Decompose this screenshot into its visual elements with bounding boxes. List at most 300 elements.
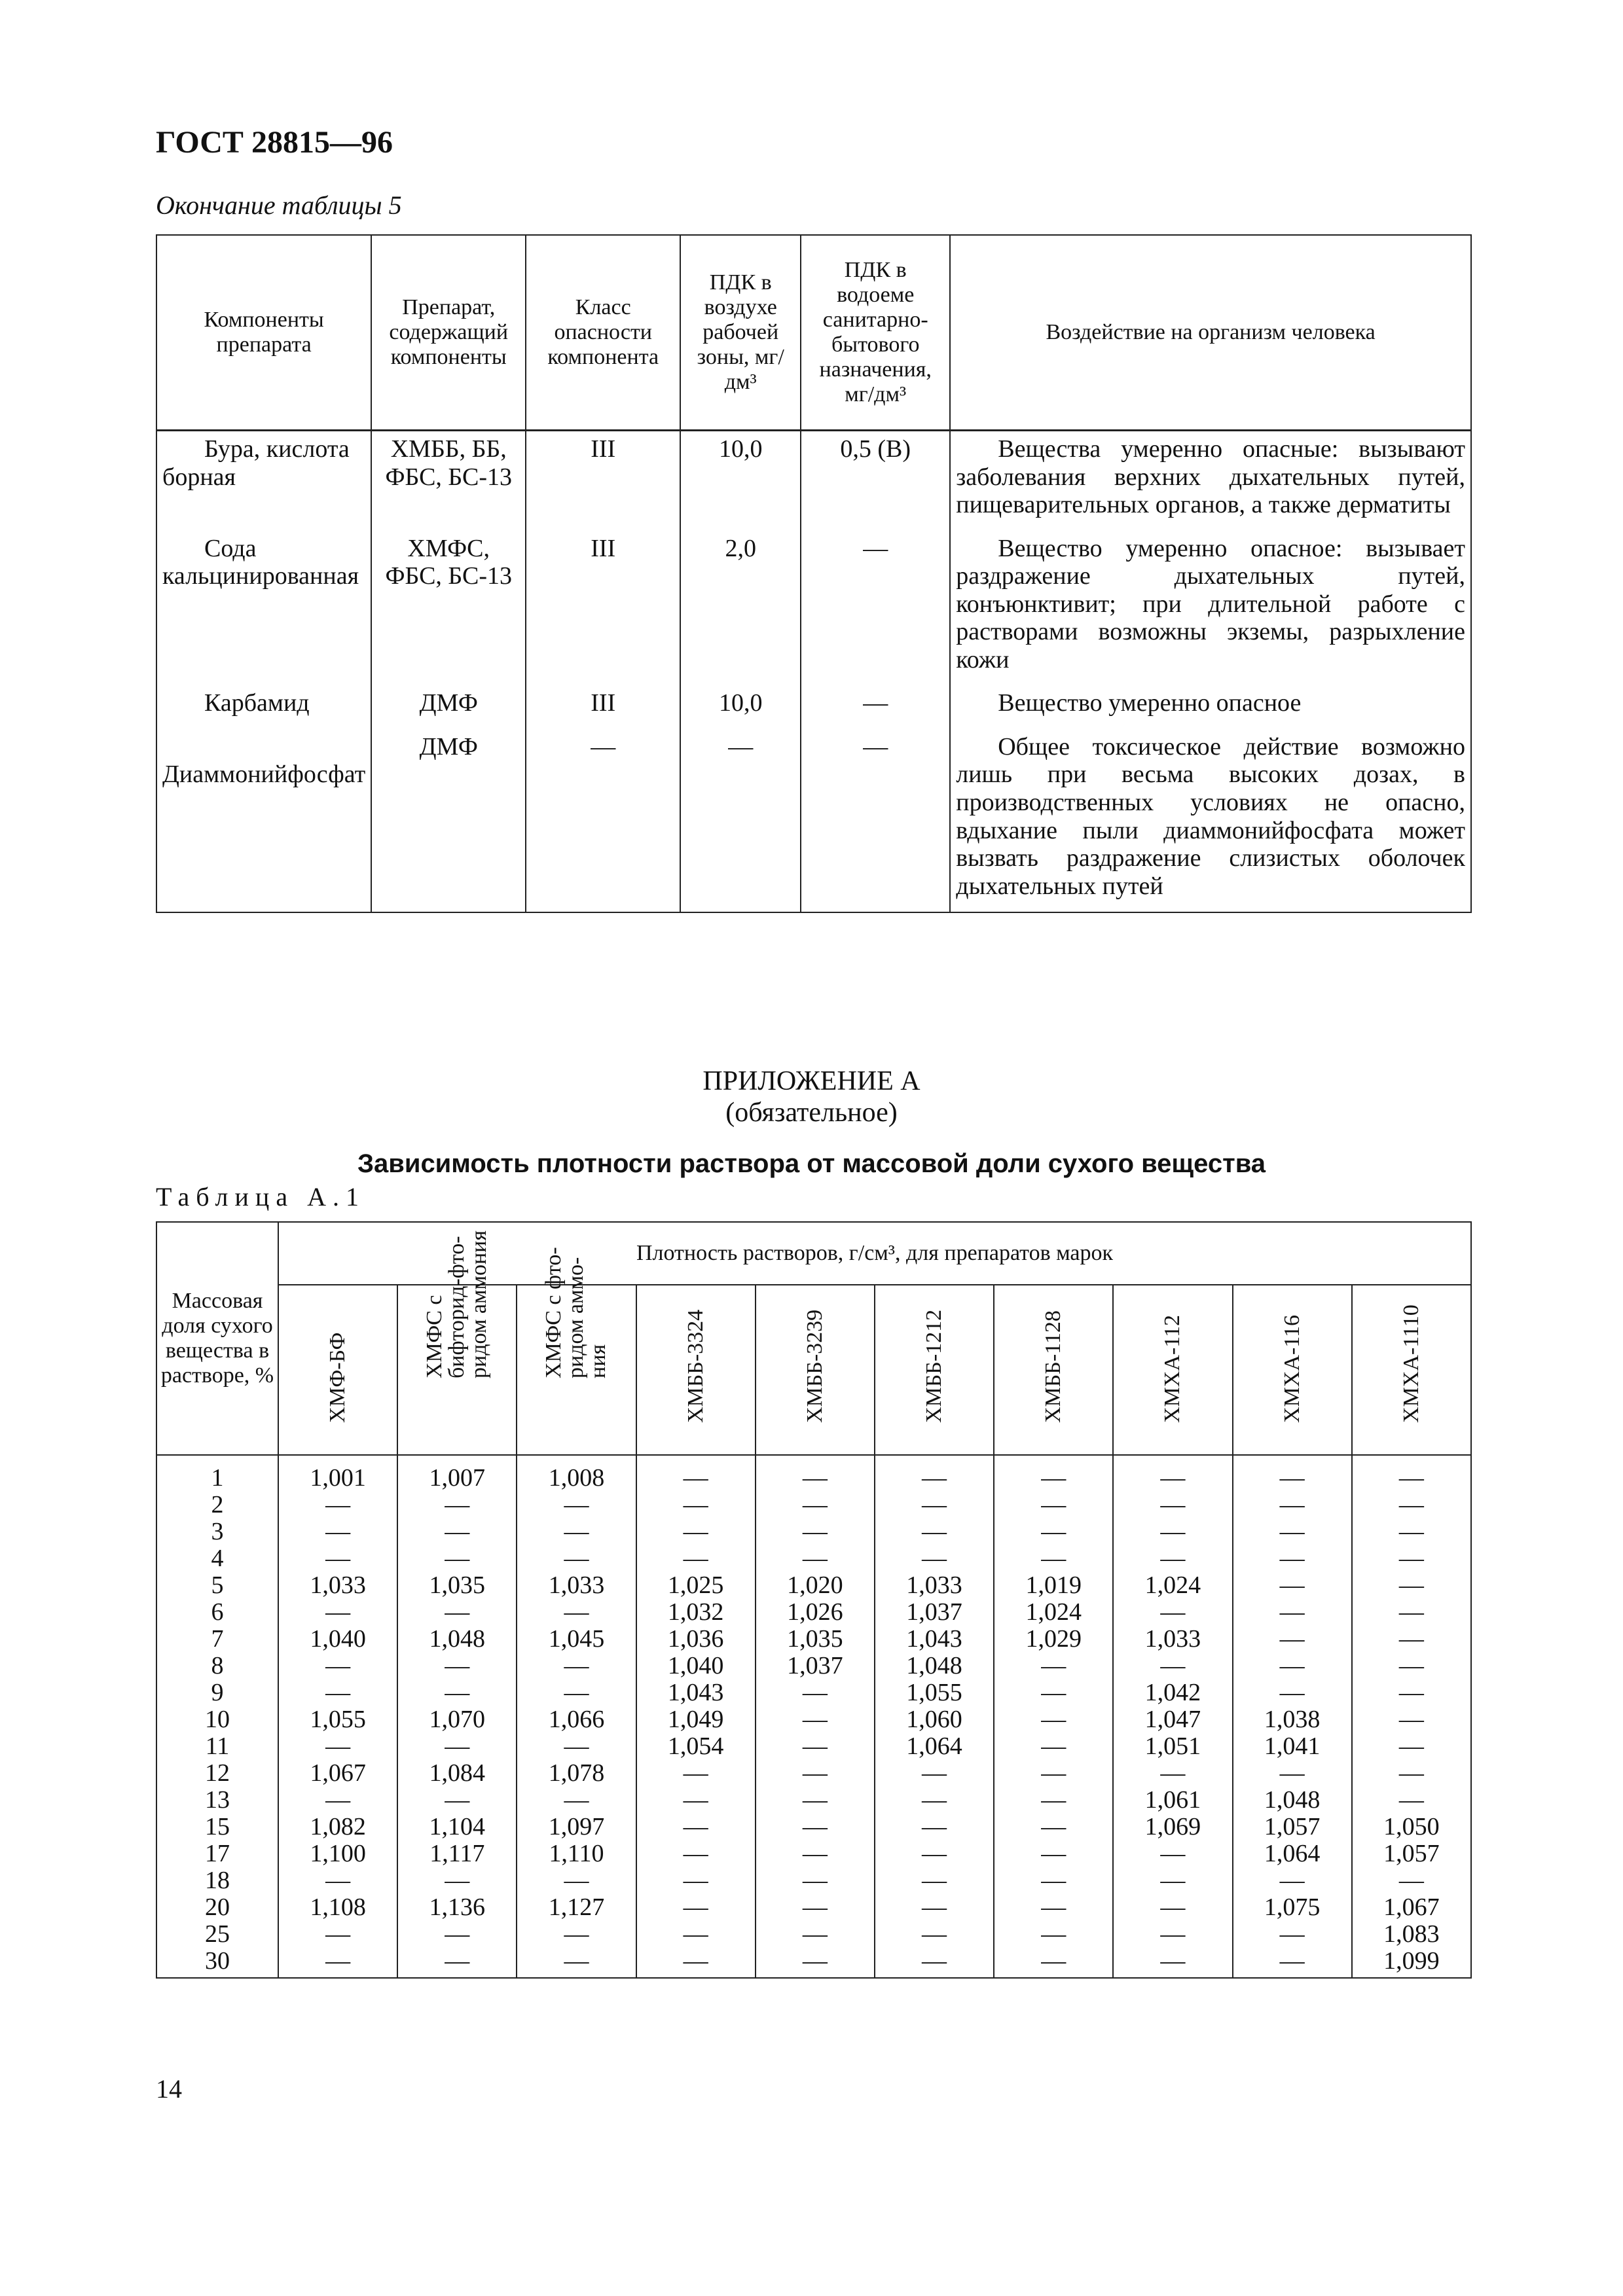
- density-cell: —: [517, 1921, 636, 1948]
- density-cell: —: [278, 1545, 397, 1572]
- hazard-table: [156, 234, 1472, 913]
- density-cell: —: [1113, 1948, 1232, 1978]
- density-cell: —: [756, 1867, 875, 1894]
- density-cell: —: [1352, 1545, 1471, 1572]
- mass-header: Массовая доля сухого вещества в растворе, %: [156, 1222, 278, 1455]
- density-cell: 1,037: [756, 1653, 875, 1679]
- density-cell: —: [756, 1679, 875, 1706]
- density-cell: 1,033: [875, 1572, 994, 1599]
- pdk-air-text: —: [728, 732, 754, 761]
- column-header: [278, 1285, 397, 1455]
- component-text: Сода кальцинированная: [162, 534, 359, 590]
- density-cell: 1,043: [636, 1679, 756, 1706]
- column-header-text: ХМББ-3324: [683, 1309, 708, 1423]
- effect-text: Вещества умеренно опасные: вызывают заболевания верхних дыхательных путей, пищеварительных органов, а также дерматиты: [956, 435, 1465, 519]
- density-cell: —: [278, 1679, 397, 1706]
- table-row: [156, 1599, 1471, 1626]
- density-cell: —: [1113, 1921, 1232, 1948]
- density-cell: —: [756, 1894, 875, 1921]
- density-cell: 1,083: [1352, 1921, 1471, 1948]
- density-cell: 1,097: [517, 1814, 636, 1840]
- density-cell: 1,001: [278, 1455, 397, 1492]
- component-cell: [156, 685, 371, 729]
- pdk-air-cell: [680, 685, 801, 729]
- density-cell: —: [1352, 1492, 1471, 1518]
- column-header-text: ХМХА-112: [1160, 1315, 1185, 1423]
- density-cell: —: [1233, 1455, 1352, 1492]
- mass-fraction-cell: 10: [156, 1706, 278, 1733]
- density-cell: —: [1352, 1599, 1471, 1626]
- density-cell: 1,064: [875, 1733, 994, 1760]
- appendix-subtitle: (обязательное): [725, 1098, 898, 1128]
- density-cell: —: [756, 1787, 875, 1814]
- pdk-water-text: 0,5 (В): [840, 435, 911, 463]
- column-header: [1233, 1285, 1352, 1455]
- table-row: [156, 1626, 1471, 1653]
- table-row: [156, 1948, 1471, 1978]
- density-cell: —: [875, 1518, 994, 1545]
- density-cell: 1,066: [517, 1706, 636, 1733]
- mass-fraction-cell: 8: [156, 1653, 278, 1679]
- column-header-text: ХМББ-1212: [922, 1309, 947, 1423]
- appendix-heading: Зависимость плотности раствора от массовой доли сухого вещества: [357, 1149, 1266, 1178]
- table-row: [156, 1545, 1471, 1572]
- density-cell: 1,060: [875, 1706, 994, 1733]
- mass-fraction-cell: 1: [156, 1455, 278, 1492]
- density-cell: —: [1113, 1599, 1232, 1626]
- column-header-text: ХМББ-3239: [802, 1309, 827, 1423]
- density-cell: 1,043: [875, 1626, 994, 1653]
- pdk-air-cell: [680, 531, 801, 686]
- effect-cell: [950, 431, 1471, 531]
- density-cell: —: [875, 1894, 994, 1921]
- density-cell: 1,057: [1233, 1814, 1352, 1840]
- density-cell: 1,051: [1113, 1733, 1232, 1760]
- column-header: [517, 1247, 636, 1455]
- density-cell: 1,055: [278, 1706, 397, 1733]
- density-cell: —: [1233, 1948, 1352, 1978]
- density-cell: 1,024: [1113, 1572, 1232, 1599]
- density-cell: —: [994, 1787, 1113, 1814]
- density-cell: —: [994, 1894, 1113, 1921]
- density-cell: 1,049: [636, 1706, 756, 1733]
- density-cell: —: [875, 1840, 994, 1867]
- density-cell: 1,047: [1113, 1706, 1232, 1733]
- mass-fraction-cell: 25: [156, 1921, 278, 1948]
- pdk-water-text: —: [863, 534, 888, 562]
- table-row: [156, 1455, 1471, 1492]
- density-cell: 1,035: [397, 1572, 517, 1599]
- table-row: [156, 685, 1471, 729]
- pdk-water-cell: [801, 531, 950, 686]
- component-cell: [156, 729, 371, 912]
- component-cell: [156, 431, 371, 531]
- density-cell: —: [994, 1706, 1113, 1733]
- density-cell: —: [1113, 1840, 1232, 1867]
- density-cell: —: [397, 1733, 517, 1760]
- density-cell: —: [278, 1733, 397, 1760]
- density-cell: —: [1113, 1867, 1232, 1894]
- table-row: [156, 1733, 1471, 1760]
- mass-fraction-cell: 3: [156, 1518, 278, 1545]
- density-cell: 1,033: [517, 1572, 636, 1599]
- density-cell: 1,054: [636, 1733, 756, 1760]
- effect-text: Вещество умеренно опасное: [998, 689, 1302, 717]
- density-cell: —: [1233, 1545, 1352, 1572]
- table-row: [156, 1814, 1471, 1840]
- density-cell: 1,069: [1113, 1814, 1232, 1840]
- density-cell: —: [875, 1814, 994, 1840]
- mass-fraction-cell: 5: [156, 1572, 278, 1599]
- table-row: [156, 1894, 1471, 1921]
- table-row: [156, 1867, 1471, 1894]
- table-row: [156, 729, 1471, 912]
- density-cell: —: [1113, 1545, 1232, 1572]
- appendix-title: [0, 1066, 1623, 1129]
- mass-fraction-cell: 9: [156, 1679, 278, 1706]
- table-row: [156, 1706, 1471, 1733]
- density-cell: —: [278, 1948, 397, 1978]
- hazard-class-text: —: [591, 732, 616, 761]
- density-cell: —: [517, 1545, 636, 1572]
- column-header: [636, 1285, 756, 1455]
- preparation-cell: [371, 685, 526, 729]
- density-cell: —: [636, 1894, 756, 1921]
- density-cell: —: [517, 1679, 636, 1706]
- preparation-cell: [371, 729, 526, 912]
- density-cell: —: [397, 1679, 517, 1706]
- density-cell: 1,075: [1233, 1894, 1352, 1921]
- density-cell: —: [636, 1867, 756, 1894]
- density-cell: —: [1233, 1679, 1352, 1706]
- density-cell: —: [756, 1492, 875, 1518]
- density-cell: —: [756, 1948, 875, 1978]
- table-row: [156, 1679, 1471, 1706]
- density-cell: —: [994, 1760, 1113, 1787]
- group-header: Плотность растворов, г/см³, для препаратов марок: [278, 1222, 1471, 1285]
- pdk-air-text: 2,0: [725, 534, 756, 562]
- density-cell: 1,104: [397, 1814, 517, 1840]
- effect-text: Вещество умеренно опасное: вызывает раздражение дыхательных путей, конъюнктивит; при длительной работе с растворами возможны экземы, разрыхление кожи: [956, 534, 1465, 673]
- density-cell: —: [636, 1840, 756, 1867]
- density-cell: —: [994, 1840, 1113, 1867]
- density-cell: 1,033: [1113, 1626, 1232, 1653]
- mass-fraction-cell: 6: [156, 1599, 278, 1626]
- density-cell: —: [636, 1948, 756, 1978]
- density-cell: —: [756, 1518, 875, 1545]
- density-cell: —: [636, 1760, 756, 1787]
- density-cell: 1,084: [397, 1760, 517, 1787]
- density-cell: —: [397, 1599, 517, 1626]
- column-header: ПДК в водоеме санитарно-бытового назначения, мг/дм³: [801, 235, 950, 431]
- hazard-class-text: III: [591, 534, 616, 562]
- density-cell: 1,035: [756, 1626, 875, 1653]
- density-cell: —: [397, 1653, 517, 1679]
- density-cell: —: [636, 1814, 756, 1840]
- density-cell: —: [1352, 1733, 1471, 1760]
- preparation-text: ДМФ: [419, 689, 478, 717]
- density-cell: —: [1352, 1760, 1471, 1787]
- density-cell: —: [1113, 1518, 1232, 1545]
- mass-fraction-cell: 4: [156, 1545, 278, 1572]
- density-table: [156, 1221, 1472, 1979]
- density-cell: —: [517, 1653, 636, 1679]
- table-label: Таблица А.1: [156, 1182, 365, 1211]
- density-cell: —: [756, 1921, 875, 1948]
- density-cell: 1,061: [1113, 1787, 1232, 1814]
- pdk-water-cell: [801, 685, 950, 729]
- density-cell: —: [994, 1653, 1113, 1679]
- density-cell: 1,100: [278, 1840, 397, 1867]
- pdk-air-cell: [680, 431, 801, 531]
- effect-cell: [950, 685, 1471, 729]
- density-cell: —: [1233, 1626, 1352, 1653]
- density-cell: 1,048: [875, 1653, 994, 1679]
- density-cell: —: [875, 1787, 994, 1814]
- density-cell: 1,032: [636, 1599, 756, 1626]
- preparation-text: ХМББ, ББ, ФБС, БС-13: [385, 435, 512, 491]
- density-cell: —: [517, 1948, 636, 1978]
- component-cell: [156, 531, 371, 686]
- density-cell: —: [756, 1706, 875, 1733]
- density-cell: 1,055: [875, 1679, 994, 1706]
- density-cell: 1,108: [278, 1894, 397, 1921]
- density-cell: —: [397, 1518, 517, 1545]
- column-header: [1352, 1285, 1471, 1455]
- column-header-text: ХМХА-1110: [1398, 1304, 1423, 1423]
- density-cell: 1,042: [1113, 1679, 1232, 1706]
- density-cell: —: [994, 1867, 1113, 1894]
- density-cell: —: [756, 1840, 875, 1867]
- density-cell: 1,037: [875, 1599, 994, 1626]
- density-cell: 1,064: [1233, 1840, 1352, 1867]
- density-cell: 1,057: [1352, 1840, 1471, 1867]
- density-cell: 1,082: [278, 1814, 397, 1840]
- density-cell: —: [994, 1921, 1113, 1948]
- density-cell: 1,070: [397, 1706, 517, 1733]
- column-header: [875, 1285, 994, 1455]
- column-header-text: ХМХА-116: [1279, 1315, 1304, 1423]
- density-cell: —: [875, 1545, 994, 1572]
- density-cell: —: [1233, 1653, 1352, 1679]
- density-cell: —: [278, 1921, 397, 1948]
- pdk-water-text: —: [863, 732, 888, 761]
- density-cell: 1,025: [636, 1572, 756, 1599]
- pdk-water-cell: [801, 431, 950, 531]
- density-cell: —: [875, 1760, 994, 1787]
- density-cell: —: [1233, 1572, 1352, 1599]
- density-cell: —: [994, 1814, 1113, 1840]
- density-cell: —: [1352, 1706, 1471, 1733]
- density-cell: 1,050: [1352, 1814, 1471, 1840]
- mass-fraction-cell: 18: [156, 1867, 278, 1894]
- density-cell: 1,127: [517, 1894, 636, 1921]
- column-header: [994, 1285, 1113, 1455]
- column-header-text: ХМФ-БФ: [325, 1332, 350, 1423]
- density-cell: 1,048: [1233, 1787, 1352, 1814]
- density-cell: —: [1113, 1653, 1232, 1679]
- table-row: [156, 1760, 1471, 1787]
- component-text: Бура, кислота борная: [162, 435, 350, 491]
- mass-fraction-cell: 13: [156, 1787, 278, 1814]
- density-cell: —: [1233, 1492, 1352, 1518]
- preparation-text: ХМФС, ФБС, БС-13: [385, 534, 512, 590]
- density-cell: —: [756, 1814, 875, 1840]
- density-cell: —: [517, 1599, 636, 1626]
- column-header: Компоненты препарата: [156, 235, 371, 431]
- appendix-label: ПРИЛОЖЕНИЕ А: [702, 1066, 921, 1096]
- pdk-water-cell: [801, 729, 950, 912]
- density-cell: —: [1233, 1921, 1352, 1948]
- density-cell: —: [1113, 1760, 1232, 1787]
- density-cell: 1,040: [636, 1653, 756, 1679]
- density-cell: —: [994, 1545, 1113, 1572]
- density-cell: —: [875, 1948, 994, 1978]
- density-cell: —: [397, 1921, 517, 1948]
- density-cell: —: [397, 1948, 517, 1978]
- mass-fraction-cell: 2: [156, 1492, 278, 1518]
- density-cell: —: [636, 1787, 756, 1814]
- density-cell: —: [278, 1653, 397, 1679]
- density-cell: —: [994, 1455, 1113, 1492]
- density-cell: —: [517, 1733, 636, 1760]
- table-row: [156, 1572, 1471, 1599]
- density-cell: —: [636, 1492, 756, 1518]
- density-cell: —: [517, 1518, 636, 1545]
- column-header-text: ХМФС с бифторид-фто- ридом аммония: [422, 1230, 492, 1378]
- density-cell: 1,117: [397, 1840, 517, 1867]
- density-cell: —: [1113, 1455, 1232, 1492]
- table-row: [156, 1653, 1471, 1679]
- mass-fraction-cell: 15: [156, 1814, 278, 1840]
- hazard-class-cell: [526, 685, 680, 729]
- column-header: [756, 1285, 875, 1455]
- density-cell: —: [517, 1867, 636, 1894]
- density-cell: —: [517, 1492, 636, 1518]
- density-cell: 1,026: [756, 1599, 875, 1626]
- effect-cell: [950, 729, 1471, 912]
- density-cell: —: [756, 1545, 875, 1572]
- density-cell: 1,033: [278, 1572, 397, 1599]
- density-cell: 1,078: [517, 1760, 636, 1787]
- preparation-cell: [371, 531, 526, 686]
- density-cell: 1,045: [517, 1626, 636, 1653]
- density-cell: —: [397, 1787, 517, 1814]
- mass-fraction-cell: 12: [156, 1760, 278, 1787]
- effect-text: Общее токсическое действие возможно лишь при весьма высоких дозах, в производственных условиях не опасно, вдыхание пыли диаммонийфосфата может вызвать раздражение слизистых оболочек дыхательных путей: [956, 732, 1465, 900]
- density-cell: 1,110: [517, 1840, 636, 1867]
- pdk-water-text: —: [863, 689, 888, 717]
- density-cell: —: [1352, 1787, 1471, 1814]
- density-cell: —: [756, 1733, 875, 1760]
- table-row: [156, 1840, 1471, 1867]
- column-header: Препарат, содержащий компоненты: [371, 235, 526, 431]
- density-cell: —: [1352, 1679, 1471, 1706]
- density-cell: —: [278, 1518, 397, 1545]
- density-cell: —: [636, 1518, 756, 1545]
- density-cell: —: [1352, 1518, 1471, 1545]
- density-cell: —: [278, 1867, 397, 1894]
- density-cell: —: [278, 1787, 397, 1814]
- density-cell: —: [1352, 1653, 1471, 1679]
- preparation-text: ДМФ: [419, 732, 478, 761]
- density-cell: —: [1233, 1599, 1352, 1626]
- density-cell: —: [1352, 1867, 1471, 1894]
- column-header: Воздействие на организм человека: [950, 235, 1471, 431]
- pdk-air-cell: [680, 729, 801, 912]
- density-cell: —: [1352, 1626, 1471, 1653]
- column-header: [397, 1230, 517, 1455]
- density-cell: 1,007: [397, 1455, 517, 1492]
- density-cell: —: [994, 1492, 1113, 1518]
- density-cell: —: [1233, 1518, 1352, 1545]
- page-number: 14: [156, 2074, 182, 2104]
- density-cell: 1,019: [994, 1572, 1113, 1599]
- density-cell: —: [1233, 1867, 1352, 1894]
- column-header: Класс опасности компонента: [526, 235, 680, 431]
- column-header: ПДК в воздухе рабочей зоны, мг/дм³: [680, 235, 801, 431]
- mass-fraction-cell: 20: [156, 1894, 278, 1921]
- component-text: Диаммонийфосфат: [162, 761, 366, 789]
- table-row: [156, 1787, 1471, 1814]
- density-cell: —: [875, 1492, 994, 1518]
- component-text: Карбамид: [204, 689, 310, 717]
- density-cell: —: [517, 1787, 636, 1814]
- density-cell: —: [994, 1948, 1113, 1978]
- table-caption: Окончание таблицы 5: [156, 190, 402, 220]
- density-cell: 1,067: [278, 1760, 397, 1787]
- density-cell: —: [1113, 1894, 1232, 1921]
- hazard-class-cell: [526, 729, 680, 912]
- mass-fraction-cell: 30: [156, 1948, 278, 1978]
- density-cell: 1,048: [397, 1626, 517, 1653]
- density-cell: —: [278, 1599, 397, 1626]
- density-cell: 1,136: [397, 1894, 517, 1921]
- table-row: [156, 531, 1471, 686]
- document-header: ГОСТ 28815—96: [156, 125, 393, 160]
- table-row: [156, 1492, 1471, 1518]
- pdk-air-text: 10,0: [718, 435, 763, 463]
- density-cell: 1,020: [756, 1572, 875, 1599]
- density-cell: —: [875, 1455, 994, 1492]
- column-header-text: ХМББ-1128: [1041, 1310, 1066, 1423]
- table-row: [156, 1518, 1471, 1545]
- density-cell: —: [875, 1921, 994, 1948]
- density-cell: —: [875, 1867, 994, 1894]
- density-cell: —: [278, 1492, 397, 1518]
- mass-fraction-cell: 17: [156, 1840, 278, 1867]
- density-cell: —: [636, 1455, 756, 1492]
- density-cell: —: [397, 1492, 517, 1518]
- density-cell: 1,067: [1352, 1894, 1471, 1921]
- table-row: [156, 1921, 1471, 1948]
- density-cell: —: [636, 1545, 756, 1572]
- hazard-class-cell: [526, 431, 680, 531]
- pdk-air-text: 10,0: [718, 689, 763, 717]
- density-cell: —: [994, 1679, 1113, 1706]
- density-cell: —: [636, 1921, 756, 1948]
- density-cell: —: [397, 1867, 517, 1894]
- column-header: [1113, 1285, 1232, 1455]
- hazard-class-text: III: [591, 689, 616, 717]
- density-cell: —: [994, 1733, 1113, 1760]
- density-cell: 1,036: [636, 1626, 756, 1653]
- density-cell: 1,038: [1233, 1706, 1352, 1733]
- density-cell: 1,099: [1352, 1948, 1471, 1978]
- density-cell: —: [994, 1518, 1113, 1545]
- column-header-text: ХМФС с фто- ридом аммо- ния: [541, 1247, 611, 1378]
- density-cell: —: [756, 1760, 875, 1787]
